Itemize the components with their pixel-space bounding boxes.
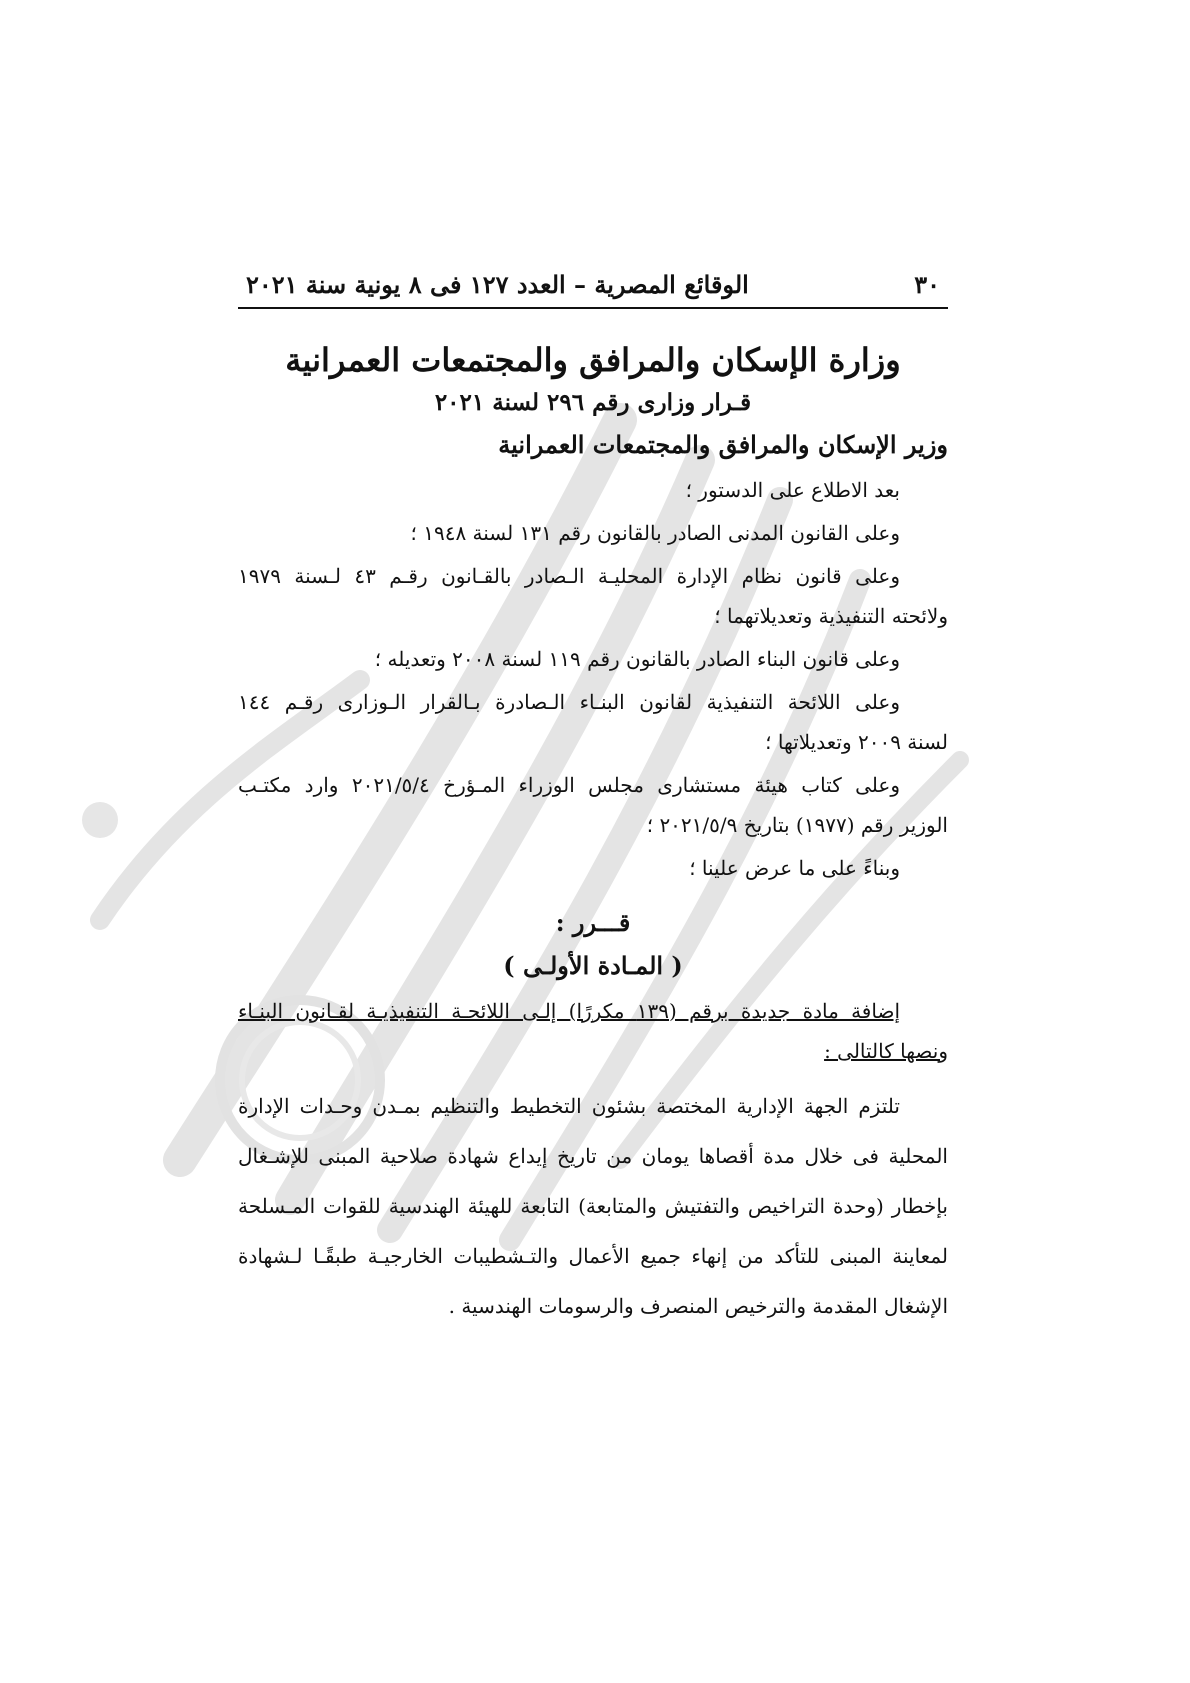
preamble-5a: وعلى اللائحة التنفيذية لقانون البنـاء الـصادرة بـالقرار الـوزارى رقـم ١٤٤ [238, 690, 900, 714]
ministry-title: وزارة الإسكان والمرافق والمجتمعات العمرانية [285, 341, 901, 379]
decided-heading: قـــرر : [555, 908, 631, 937]
page-number: ٣٠ [914, 270, 940, 299]
article-intro-1: إضافة مادة جديدة برقم (١٣٩ مكررًا) إلـى اللائحـة التنفيذيـة لقـانون البنـاء [238, 999, 901, 1023]
gazette-issue: الوقائع المصرية – العدد ١٢٧ فى ٨ يونية سنة ٢٠٢١ [246, 270, 749, 299]
article-intro-2-text: ونصها كالتالى : [824, 1039, 948, 1063]
preamble-7: وبناءً على ما عرض علينا ؛ [689, 856, 900, 880]
preamble-4: وعلى قانون البناء الصادر بالقانون رقم ١١٩ لسنة ٢٠٠٨ وتعديله ؛ [374, 647, 900, 671]
page-header [238, 270, 948, 309]
article-title: ( المـادة الأولـى ) [503, 951, 683, 980]
minister-title: وزير الإسكان والمرافق والمجتمعات العمرانية [498, 430, 948, 459]
article-intro-2 [238, 1039, 948, 1063]
preamble-6a: وعلى كتاب هيئة مستشارى مجلس الوزراء المـؤرخ ٢٠٢١/٥/٤ وارد مكتـب [238, 773, 900, 797]
preamble-5b: لسنة ٢٠٠٩ وتعديلاتها ؛ [765, 730, 948, 754]
gazette-page [238, 270, 948, 1331]
preamble-1: بعد الاطلاع على الدستور ؛ [685, 478, 900, 502]
preamble-3a: وعلى قانون نظام الإدارة المحليـة الـصادر بالقـانون رقـم ٤٣ لـسنة ١٩٧٩ [238, 564, 900, 588]
preamble-3b: ولائحته التنفيذية وتعديلاتهما ؛ [714, 604, 948, 628]
preamble-2: وعلى القانون المدنى الصادر بالقانون رقم ١٣١ لسنة ١٩٤٨ ؛ [410, 521, 900, 545]
article-body: تلتزم الجهة الإدارية المختصة بشئون التخطيط والتنظيم بمـدن وحـدات الإدارة المحلية فى خلال مدة أقصاها يومان من تاريخ إيداع شهادة صلاحية المبنى للإشـغال بإخطار (وحدة التراخيص والتفتيش والمتابعة) التابعة للهيئة الهندسية للقوات المـسلحة لمعاينة المبنى للتأكد من إنهاء جميع الأعمال والتـشطيبات الخارجيـة طبقًـا لـشهادة الإشغال المقدمة والترخيص المنصرف والرسومات الهندسية . [238, 1094, 948, 1318]
decree-number: قـرار وزارى رقم ٢٩٦ لسنة ٢٠٢١ [434, 389, 752, 416]
preamble-6b: الوزير رقم (١٩٧٧) بتاريخ ٢٠٢١/٥/٩ ؛ [646, 813, 948, 837]
